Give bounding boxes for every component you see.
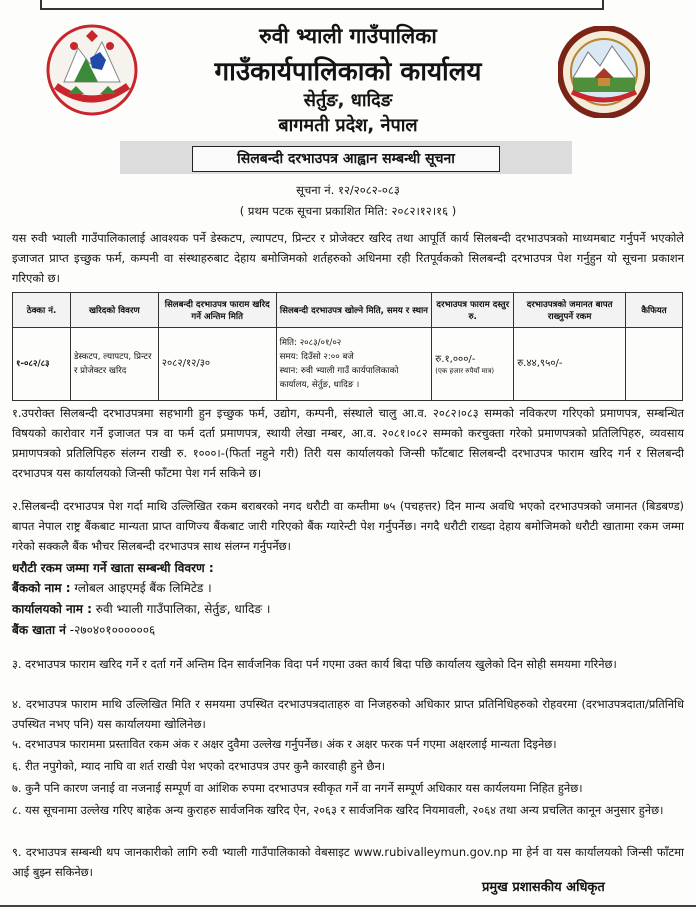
intro-paragraph: यस रुवी भ्याली गाउँपालिकालाई आवश्यक पर्ने डेस्कटप, ल्यापटप, प्रिन्टर र प्रोजेक्टर खरिद तथा आपूर्ति कार्य सिलबन्दी दरभाउपत्रको माध्यमबाट गर्नुपर्ने भएकोले इजाजत प्राप्त इच्छुक फर्म, कम्पनी वा संस्थाहरुबाट देहाय बमोजिमको शर्तहरुको अधिनमा रही रितपूर्वकको सिलबन्दी दरभाउपत्र पेश गर्नुहुन यो सूचना प्रकाशन गरिएको छ।: [12, 231, 684, 285]
bank-name-line: [12, 578, 684, 598]
col-remarks: कैफियत: [626, 293, 683, 328]
notice-title: सिलबन्दी दरभाउपत्र आह्वान सम्बन्धी सूचना: [192, 146, 500, 172]
col-contract-no: ठेक्का नं.: [13, 293, 71, 328]
cell-remarks: [626, 328, 683, 401]
nepal-emblem-icon: [46, 24, 138, 116]
cell-security: रु.४४,९५०/-: [514, 328, 626, 401]
opening-time: समय: दिउँसो २:०० बजे: [279, 352, 354, 362]
cell-fee: [432, 328, 514, 401]
signatory-title: प्रमुख प्रशासकीय अधिकृत: [482, 880, 605, 895]
notice-ref-number: सूचना नं. १२/२०८२-०८३: [296, 183, 400, 197]
condition-2: २.सिलबन्दी दरभाउपत्र पेश गर्दा माथि उल्लिखित रकम बराबरको नगद धरौटी वा कम्तीमा ७५ (पचहत्तर) दिन मान्य अवधि भएको दरभाउपत्रको जमानत (बिडबण्ड) बापत नेपाल राष्ट्र बैंकबाट मान्यता प्राप्त वाणिज्य बैंकबाट जारी गरिएको बैंक ग्यारेन्टी पेश गर्नुपर्नेछ। नगदै धरौटी राख्दा देहाय बमोजिमको धरौटी खातामा रकम जम्मा गरेको सक्कलै बैंक भौचर सिलबन्दी दरभाउपत्र साथ संलग्न गर्नुपर्नेछ।: [12, 499, 684, 553]
account-label: बैंक खाता नं: [12, 623, 66, 637]
account-line: [12, 620, 684, 640]
bid-details-table: [12, 292, 683, 401]
table-row: [13, 328, 683, 401]
col-security: दरभाउपत्रको जमानत बापत राख्नुपर्ने रकम: [514, 293, 626, 328]
table-header-row: [13, 293, 683, 328]
col-opening: सिलबन्दी दरभाउपत्र खोल्ने मिति, समय र स्थान: [276, 293, 432, 328]
fee-amount: रु.१,०००/-: [435, 353, 476, 365]
cell-opening: [276, 328, 432, 401]
condition-9: ९. दरभाउपत्र सम्बन्धी थप जानकारीको लागि रुवी भ्याली गाउँपालिकाको वेबसाइट www.rubivalleymun.gov.np मा हेर्न वा यस कार्यालयको जिन्सी फाँटमा आई बुझ्न सकिनेछ।: [12, 845, 684, 879]
cell-description: डेस्कटप, ल्यापटप, प्रिन्टर र प्रोजेक्टर खरिद: [70, 328, 158, 401]
col-description: खरिदको विवरण: [70, 293, 158, 328]
publication-date: ( प्रथम पटक सूचना प्रकाशित मिति: २०८२।१२।१६ ): [239, 204, 457, 218]
opening-date: मिति: २०८३/०१/०२: [279, 338, 342, 348]
fee-note: (एक हजार रुपैयाँ मात्र): [435, 366, 495, 375]
opening-place: स्थान: रुवी भ्याली गाउँ कार्यपालिकाको कार्यालय, सेर्तुङ, धादिङ ।: [279, 366, 399, 390]
col-fee: दरभाउपत्र फाराम दस्तुर रु.: [432, 293, 514, 328]
condition-1: १.उपरोक्त सिलबन्दी दरभाउपत्रमा सहभागी हुन इच्छुक फर्म, उद्योग, कम्पनी, संस्थाले चालु आ.व. २०८२।०८३ सम्मको नविकरण गरिएको प्रमाणपत्र, सम्बन्धित विषयको कारोवार गर्ने इजाजत पत्र वा फर्म दर्ता प्रमाणपत्र, स्थायी लेखा नम्बर, आ.व. २०८१।०८२ सम्मको करचुक्ता गरेको प्रमाणपत्रको प्रतिलिपिहरु, व्यवसाय प्रमाणपत्रको प्रतिलिपिहरु संलग्न राखी रु. १०००।-(फिर्ता नहुने गरी) तिरी यस कार्यालयको जिन्सी फाँटबाट सिलबन्दी दरभाउपत्र फाराम खरिद गर्न र सिलबन्दी दरभाउपत्र यस कार्यालयको जिन्सी फाँटमा पेश गर्न सकिने छ।: [12, 406, 684, 480]
municipality-name: रुवी भ्याली गाउँपालिका: [259, 24, 437, 48]
office-location: सेर्तुङ, धादिङ: [303, 90, 393, 111]
office-name-value: रुवी भ्याली गाउँपालिका, सेर्तुङ, धादिङ ।: [95, 602, 271, 616]
office-name-label: कार्यालयको नाम :: [12, 602, 92, 616]
condition-3: ३. दरभाउपत्र फाराम खरिद गर्ने र दर्ता गर्ने अन्तिम दिन सार्वजनिक विदा पर्न गएमा उक्त कार्य बिदा पछि कार्यालय खुलेको दिन सोही समयमा गरिनेछ।: [12, 657, 617, 671]
bank-name-value: ग्लोबल आइएमई बैंक लिमिटेड ।: [74, 581, 212, 595]
condition-8: ८. यस सूचनामा उल्लेख गरिए बाहेक अन्य कुराहरु सार्वजनिक खरिद ऐन, २०६३ र सार्वजनिक खरिद नियमावली, २०६४ तथा अन्य प्रचलित कानून अनुसार हुनेछ।: [12, 803, 664, 817]
cell-deadline: २०८२/१२/३०: [158, 328, 276, 401]
condition-4: ४. दरभाउपत्र फाराम माथि उल्लिखित मिति र समयमा उपस्थित दरभाउपत्रदाताहरु वा निजहरुको अधिकार प्राप्त प्रतिनिधिहरुको रोहवरमा (दरभाउपत्रदाता/प्रतिनिधि उपस्थित नभए पनि) यस कार्यालयमा खोलिनेछ।: [12, 697, 684, 731]
bottom-border: [0, 905, 696, 907]
condition-5: ५. दरभाउपत्र फाराममा प्रस्तावित रकम अंक र अक्षर दुवैमा उल्लेख गर्नुपर्नेछ। अंक र अक्षर फरक पर्न गएमा अक्षरलाई मान्यता दिइनेछ।: [12, 737, 557, 751]
col-deadline: सिलबन्दी दरभाउपत्र फाराम खरिद गर्ने अन्तिम मिति: [158, 293, 276, 328]
office-name-line: [12, 599, 684, 619]
bank-name-label: बैंकको नाम :: [12, 581, 71, 595]
province-country: बागमती प्रदेश, नेपाल: [278, 115, 418, 136]
bank-details-title: धरौटी रकम जम्मा गर्ने खाता सम्बन्धी विवरण :: [12, 561, 214, 575]
office-name: गाउँकार्यपालिकाको कार्यालय: [214, 57, 482, 87]
condition-6: ६. रीत नपुगेको, म्याद नाघि वा शर्त राखी पेश भएको दरभाउपत्र उपर कुनै कारवाही हुने छैन।: [12, 759, 386, 773]
cell-contract-no: १-०८२/८३: [13, 328, 71, 401]
municipality-logo-icon: [558, 26, 650, 118]
condition-7: ७. कुनै पनि कारण जनाई वा नजनाई सम्पूर्ण वा आंशिक रुपमा दरभाउपत्र स्वीकृत गर्ने वा नगर्ने सम्पूर्ण अधिकार यस कार्यलयमा निहित हुनेछ।: [12, 781, 583, 795]
account-value: -२७०४०१००००००६: [69, 623, 156, 637]
top-border-strip: [40, 0, 604, 10]
